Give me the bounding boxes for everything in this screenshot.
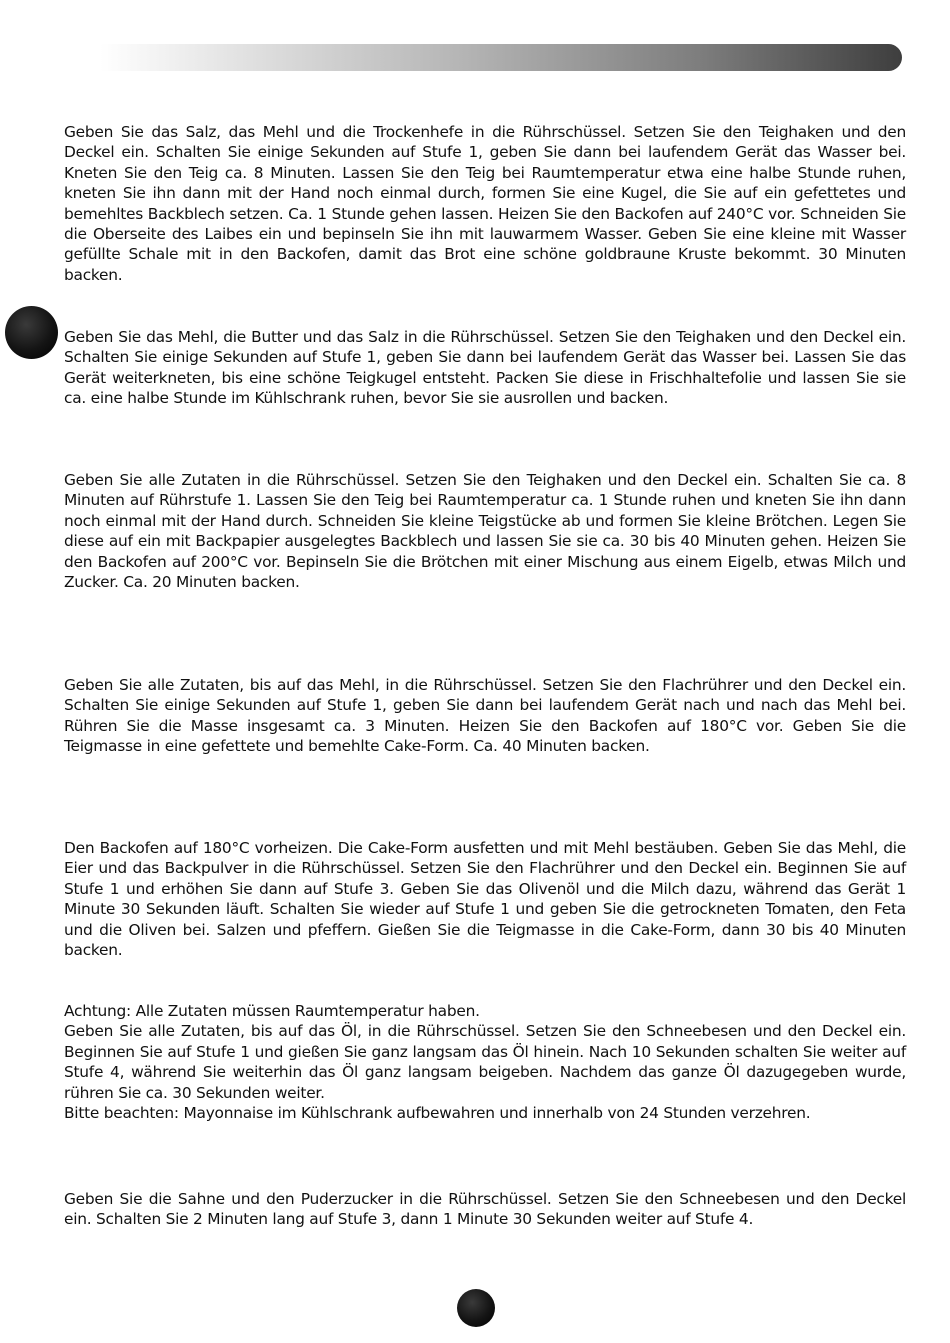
recipe-5-instructions: Den Backofen auf 180°C vorheizen. Die Cake-Form ausfetten und mit Mehl bestäuben. Geben Sie das Mehl, die Eier und das Backpulver in die Rührschüssel. Setzen Sie den Flachrührer und den Deckel ein. Beginnen Sie auf Stufe 1 und erhöhen Sie dann auf Stufe 3. Geben Sie das Olivenöl und die Milch dazu, während das Gerät 1 Minute 30 Sekunden läuft. Schalten Sie wieder auf Stufe 1 und geben Sie die getrockneten Tomaten, den Feta und die Oliven bei. Salzen und pfeffern. Gießen Sie die Teigmasse in die Cake-Form, dann 30 bis 40 Minuten backen. bbox=[64, 839, 906, 960]
side-tab-marker bbox=[5, 306, 58, 359]
header-gradient-bar bbox=[100, 44, 902, 71]
recipe-1-instructions: Geben Sie das Salz, das Mehl und die Trockenhefe in die Rührschüssel. Setzen Sie den Teighaken und den Deckel ein. Schalten Sie einige Sekunden auf Stufe 1, geben Sie dann bei laufendem Gerät das Wasser bei. Kneten Sie den Teig ca. 8 Minuten. Lassen Sie den Teig bei Raumtemperatur etwa eine halbe Stunde ruhen, kneten Sie ihn dann mit der Hand noch einmal durch, formen Sie eine Kugel, die Sie auf ein gefettetes und bemehltes Backblech setzen. Ca. 1 Stunde gehen lassen. Heizen Sie den Backofen auf 240°C vor. Schneiden Sie die Oberseite des Laibes ein und bepinseln Sie ihn mit lauwarmem Wasser. Geben Sie eine kleine mit Wasser gefüllte Schale mit in den Backofen, damit das Brot eine schöne goldbraune Kruste bekommt. 30 Minuten backen. bbox=[64, 123, 906, 284]
recipe-6-block bbox=[64, 1001, 906, 1123]
recipe-3-instructions: Geben Sie alle Zutaten in die Rührschüssel. Setzen Sie den Teighaken und den Deckel ein. Schalten Sie ca. 8 Minuten auf Rührstufe 1. Lassen Sie den Teig bei Raumtemperatur ca. 1 Stunde ruhen und kneten Sie ihn dann noch einmal mit der Hand durch. Schneiden Sie kleine Teigstücke ab und formen Sie kleine Brötchen. Legen Sie diese auf ein mit Backpapier ausgelegtes Backblech und lassen Sie sie ca. 30 bis 40 Minuten gehen. Heizen Sie den Backofen auf 200°C vor. Bepinseln Sie die Brötchen mit einer Mischung aus einem Eigelb, etwas Milch und Zucker. Ca. 20 Minuten backen. bbox=[64, 471, 906, 592]
recipe-6-instructions: Geben Sie alle Zutaten, bis auf das Öl, in die Rührschüssel. Setzen Sie den Schneebesen und den Deckel ein. Beginnen Sie auf Stufe 1 und gießen Sie ganz langsam das Öl hinein. Nach 10 Sekunden schalten Sie weiter auf Stufe 4, während Sie weiterhin das Öl ganz langsam beigeben. Nachdem das ganze Öl dazugegeben wurde, rühren Sie ca. 30 Sekunden weiter. bbox=[64, 1022, 906, 1102]
page-number-marker bbox=[457, 1289, 495, 1327]
recipe-2-instructions: Geben Sie das Mehl, die Butter und das Salz in die Rührschüssel. Setzen Sie den Teighaken und den Deckel ein. Schalten Sie einige Sekunden auf Stufe 1, geben Sie dann bei laufendem Gerät das Wasser bei. Lassen Sie das Gerät weiterkneten, bis eine schöne Teigkugel entsteht. Packen Sie diese in Frischhaltefolie und lassen Sie sie ca. eine halbe Stunde im Kühlschrank ruhen, bevor Sie sie ausrollen und backen. bbox=[64, 328, 906, 408]
recipe-7-instructions: Geben Sie die Sahne und den Puderzucker in die Rührschüssel. Setzen Sie den Schneebesen und den Deckel ein. Schalten Sie 2 Minuten lang auf Stufe 3, dann 1 Minute 30 Sekunden weiter auf Stufe 4. bbox=[64, 1190, 906, 1229]
recipe-6-note: Achtung: Alle Zutaten müssen Raumtemperatur haben. bbox=[64, 1002, 480, 1020]
recipe-4-instructions: Geben Sie alle Zutaten, bis auf das Mehl, in die Rührschüssel. Setzen Sie den Flachrührer und den Deckel ein. Schalten Sie einige Sekunden auf Stufe 1, geben Sie dann bei laufendem Gerät nach und nach das Mehl bei. Rühren Sie die Masse insgesamt ca. 3 Minuten. Heizen Sie den Backofen auf 180°C vor. Geben Sie die Teigmasse in eine gefettete und bemehlte Cake-Form. Ca. 40 Minuten backen. bbox=[64, 676, 906, 756]
recipe-6-hint: Bitte beachten: Mayonnaise im Kühlschrank aufbewahren und innerhalb von 24 Stunden verzehren. bbox=[64, 1104, 811, 1123]
